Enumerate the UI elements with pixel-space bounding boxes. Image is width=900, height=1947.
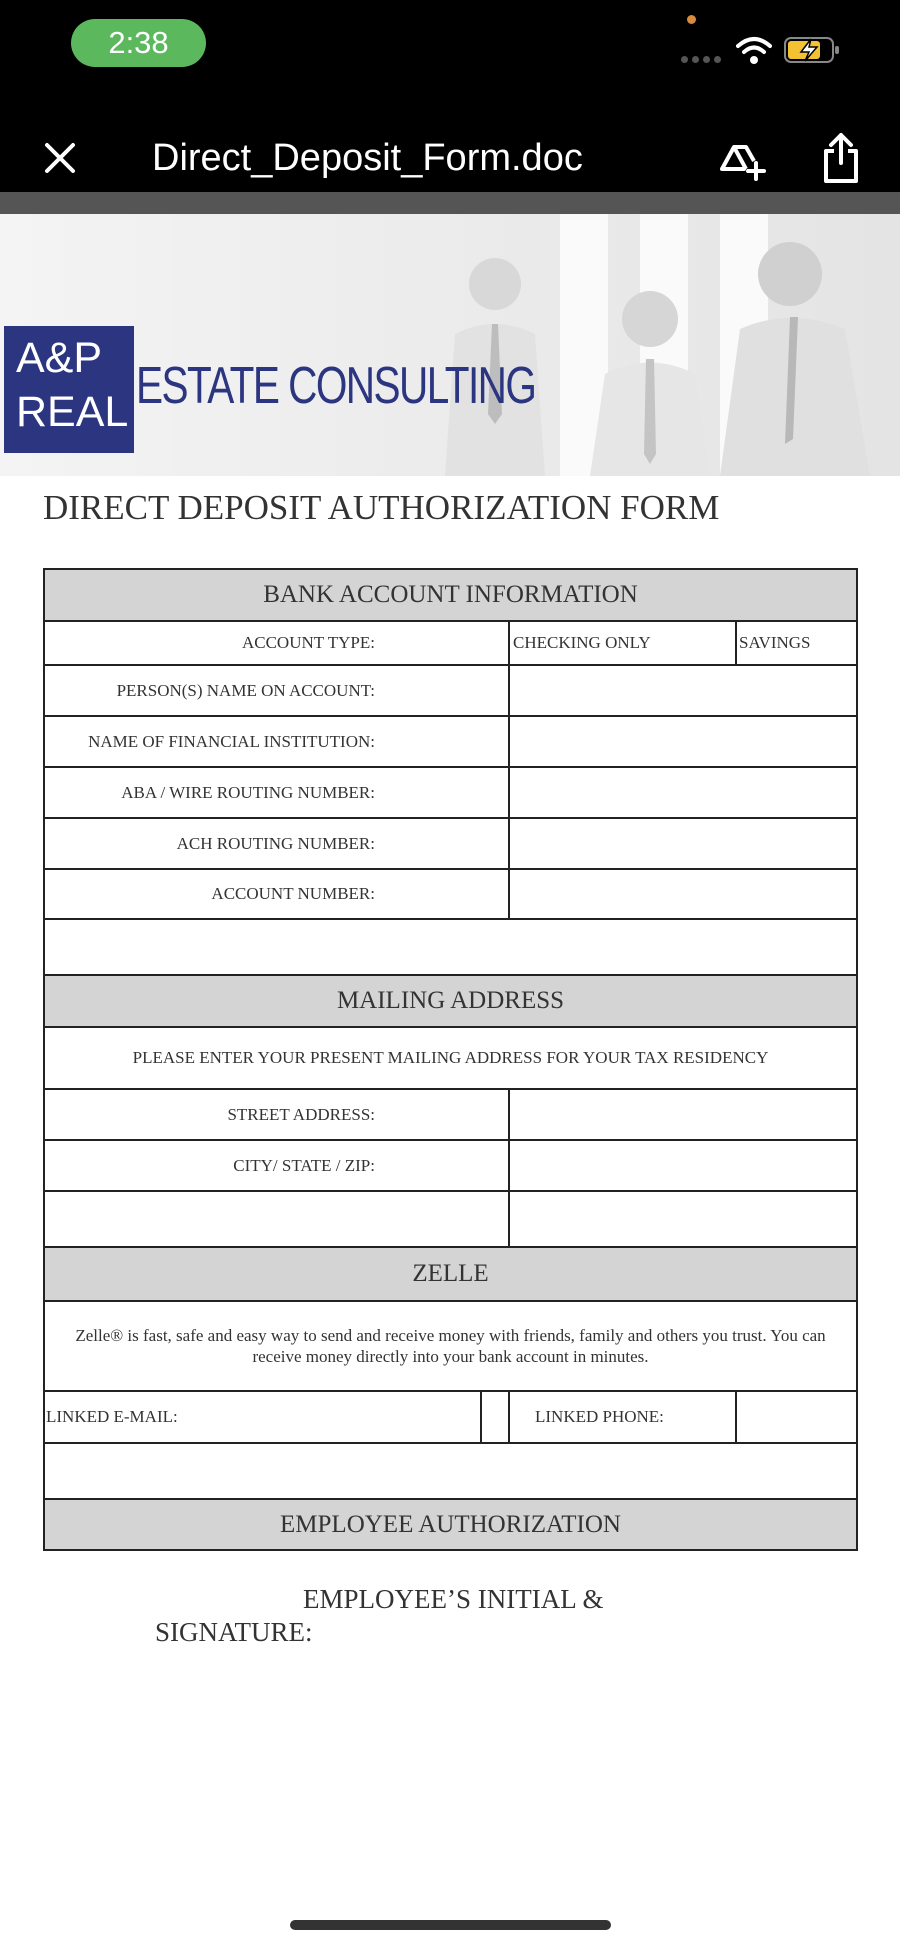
form-row: [45, 870, 856, 920]
spacer-row: [45, 1444, 856, 1500]
street-address-label: STREET ADDRESS:: [227, 1104, 375, 1124]
document-toolbar-strip: [0, 192, 900, 214]
bank-section-heading: BANK ACCOUNT INFORMATION: [45, 570, 856, 622]
company-logo: [4, 326, 134, 453]
wifi-icon: [736, 36, 772, 66]
employee-section-heading: EMPLOYEE AUTHORIZATION: [45, 1500, 856, 1549]
mailing-instruction: PLEASE ENTER YOUR PRESENT MAILING ADDRESS FOR YOUR TAX RESIDENCY: [132, 1048, 769, 1067]
battery-charging-icon: [784, 36, 840, 64]
home-indicator[interactable]: [290, 1920, 611, 1930]
close-button[interactable]: [38, 136, 82, 180]
zelle-section-heading: ZELLE: [45, 1248, 856, 1302]
account-number-field[interactable]: [515, 870, 845, 918]
zelle-contact-row: [45, 1392, 856, 1444]
savings-option[interactable]: SAVINGS: [739, 633, 811, 652]
form-row: [45, 1141, 856, 1192]
form-title: DIRECT DEPOSIT AUTHORIZATION FORM: [43, 488, 720, 527]
logo-line-1: A&P: [16, 334, 103, 382]
zelle-description: Zelle® is fast, safe and easy way to send and receive money with friends, family and others you trust. You can receive money directly into your bank account in minutes.: [75, 1326, 826, 1366]
signature-label-line-1: EMPLOYEE’S INITIAL &: [303, 1584, 604, 1614]
zelle-description-row: [45, 1302, 856, 1392]
ach-routing-field[interactable]: [515, 819, 845, 868]
add-to-drive-icon[interactable]: [716, 133, 766, 183]
account-holder-name-field[interactable]: [515, 666, 845, 715]
account-holder-name-label: PERSON(S) NAME ON ACCOUNT:: [116, 680, 375, 700]
spacer-row: [45, 1192, 856, 1248]
mailing-section-heading: MAILING ADDRESS: [45, 976, 856, 1028]
spacer-row: [45, 920, 856, 976]
form-row: [45, 1090, 856, 1141]
camera-indicator-icon: [687, 15, 696, 24]
wire-routing-field[interactable]: [515, 768, 845, 817]
linked-phone-label: LINKED PHONE:: [535, 1407, 664, 1426]
account-type-label: ACCOUNT TYPE:: [241, 633, 375, 652]
checking-only-option[interactable]: CHECKING ONLY: [513, 633, 651, 652]
ach-routing-label: ACH ROUTING NUMBER:: [176, 833, 375, 853]
direct-deposit-form-table: [43, 568, 858, 1551]
city-state-zip-label: CITY/ STATE / ZIP:: [233, 1155, 375, 1175]
linked-email-label: LINKED E-MAIL:: [46, 1407, 178, 1426]
person-silhouette-icon: [705, 229, 885, 476]
financial-institution-label: NAME OF FINANCIAL INSTITUTION:: [88, 731, 375, 751]
form-row: [45, 666, 856, 717]
mailing-instruction-row: [45, 1028, 856, 1090]
close-icon: [43, 141, 77, 175]
financial-institution-field[interactable]: [515, 717, 845, 766]
form-row: [45, 717, 856, 768]
signature-label-line-2: SIGNATURE:: [155, 1617, 313, 1647]
linked-email-field[interactable]: [482, 1392, 508, 1442]
linked-phone-field[interactable]: [737, 1392, 854, 1442]
status-time: 2:38: [71, 19, 206, 67]
account-number-label: ACCOUNT NUMBER:: [211, 884, 375, 903]
document-title: Direct_Deposit_Form.doc: [152, 137, 583, 179]
cellular-signal-icon: [681, 56, 721, 63]
form-row: [45, 768, 856, 819]
street-address-field[interactable]: [515, 1090, 845, 1139]
person-silhouette-icon: [580, 279, 720, 476]
header-banner-image: [0, 214, 900, 476]
logo-text: ESTATE CONSULTING: [136, 357, 536, 415]
account-type-row: [45, 622, 856, 666]
share-icon[interactable]: [822, 131, 860, 185]
logo-line-2: REAL: [16, 388, 129, 436]
wire-routing-label: ABA / WIRE ROUTING NUMBER:: [121, 782, 375, 802]
city-state-zip-field[interactable]: [515, 1141, 845, 1190]
form-row: [45, 819, 856, 870]
top-bar: [0, 0, 900, 192]
